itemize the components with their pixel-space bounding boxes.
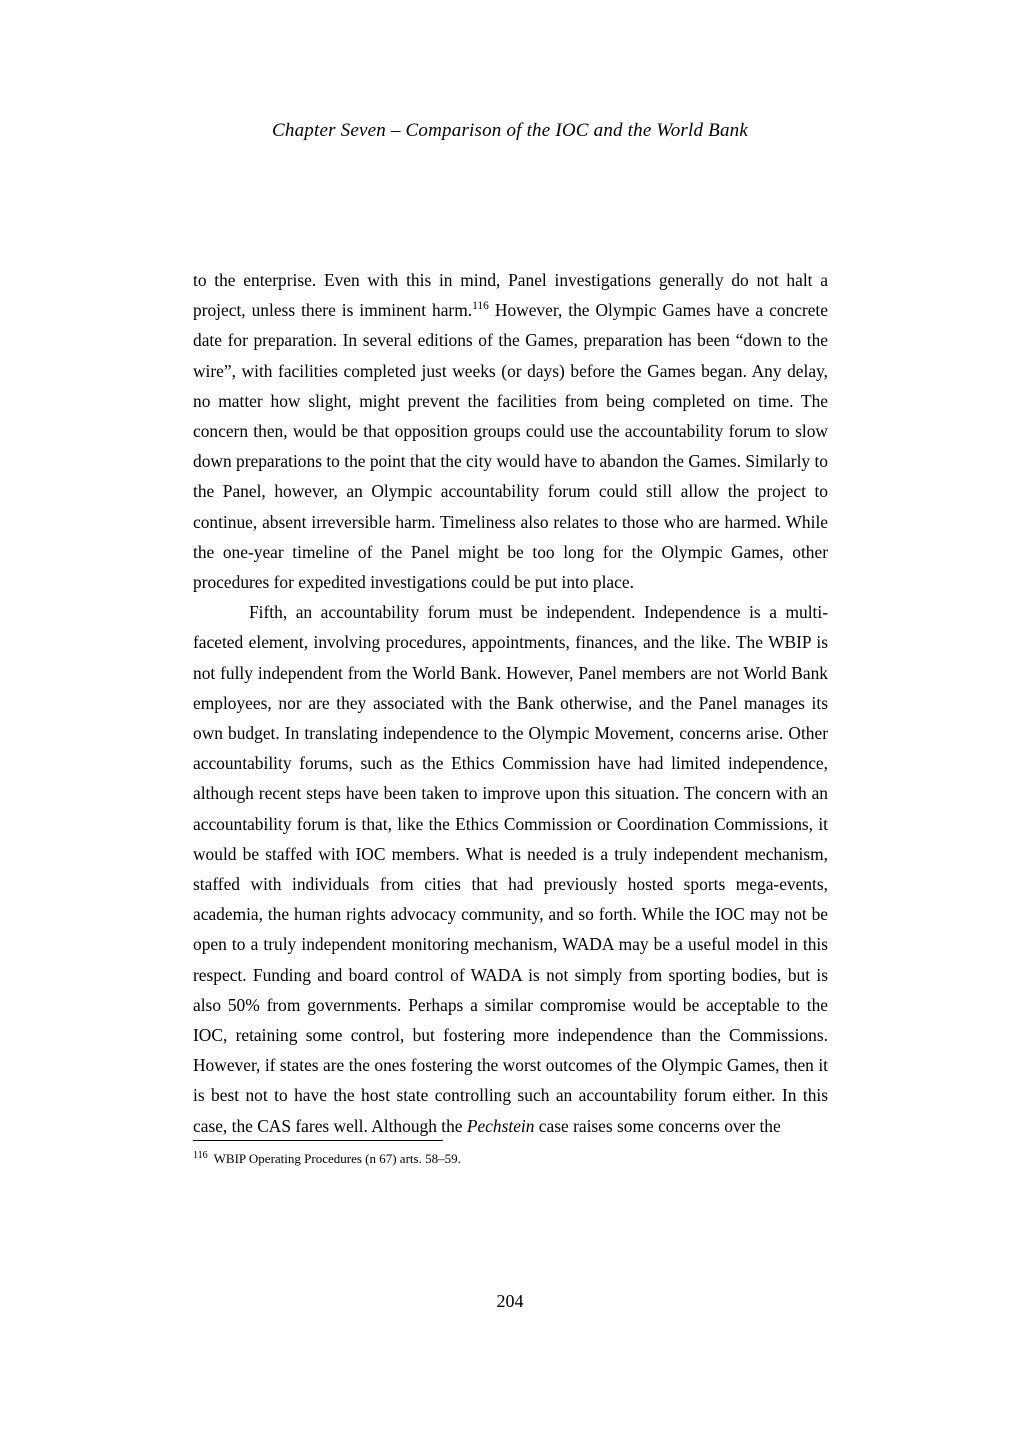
body-text-block [193,265,828,1141]
footnote-entry [193,1150,828,1168]
paragraph-2: Fifth, an accountability forum must be independent. Independence is a multi-faceted element, involving procedures, appointments, finances, and the like. The WBIP is not fully independent from the World Bank. However, Panel members are not World Bank employees, nor are they associated with the Bank otherwise, and the Panel manages its own budget. In translating independence to the Olympic Movement, concerns arise. Other accountability forums, such as the Ethics Commission have had limited independence, although recent steps have been taken to improve upon this situation. The concern with an accountability forum is that, like the Ethics Commission or Coordination Commissions, it would be staffed with IOC members. What is needed is a truly independent mechanism, staffed with individuals from cities that had previously hosted sports mega-events, academia, the human rights advocacy community, and so forth. While the IOC may not be open to a truly independent monitoring mechanism, WADA may be a useful model in this respect. Funding and board control of WADA is not simply from sporting bodies, but is also 50% from governments. Perhaps a similar compromise would be acceptable to the IOC, retaining some control, but fostering more independence than the Commissions. However, if states are the ones fostering the worst outcomes of the Olympic Games, then it is best not to have the host state controlling such an accountability forum either. In this case, the CAS fares well. Although the Pechstein case raises some concerns over the [193,602,828,1136]
running-head: Chapter Seven – Comparison of the IOC and the World Bank [272,120,748,141]
footnote-text: WBIP Operating Procedures (n 67) arts. 58–59. [213,1151,461,1166]
footnote-area [193,1140,828,1168]
footnote-separator-rule [193,1140,443,1141]
footnote-reference[interactable]: 116 [472,300,489,313]
footnote-marker: 116 [193,1149,208,1161]
page-number: 204 [496,1291,524,1311]
paragraph-1: to the enterprise. Even with this in mind, Panel investigations generally do not halt a project, unless there is imminent harm.$^{116}$ However, the Olympic Games have a concrete date for preparation. In several editions of the Games, preparation has been “down to the wire”, with facilities completed just weeks (or days) before the Games began. Any delay, no matter how slight, might prevent the facilities from being completed on time. The concern then, would be that opposition groups could use the accountability forum to slow down preparations to the point that the city would have to abandon the Games. Similarly to the Panel, however, an Olympic accountability forum could still allow the project to continue, absent irreversible harm. Timeliness also relates to those who are harmed. While the one-year timeline of the Panel might be too long for the Olympic Games, other procedures for expedited investigations could be put into place. [193,270,828,593]
italic-case-name: Pechstein [466,1115,535,1136]
